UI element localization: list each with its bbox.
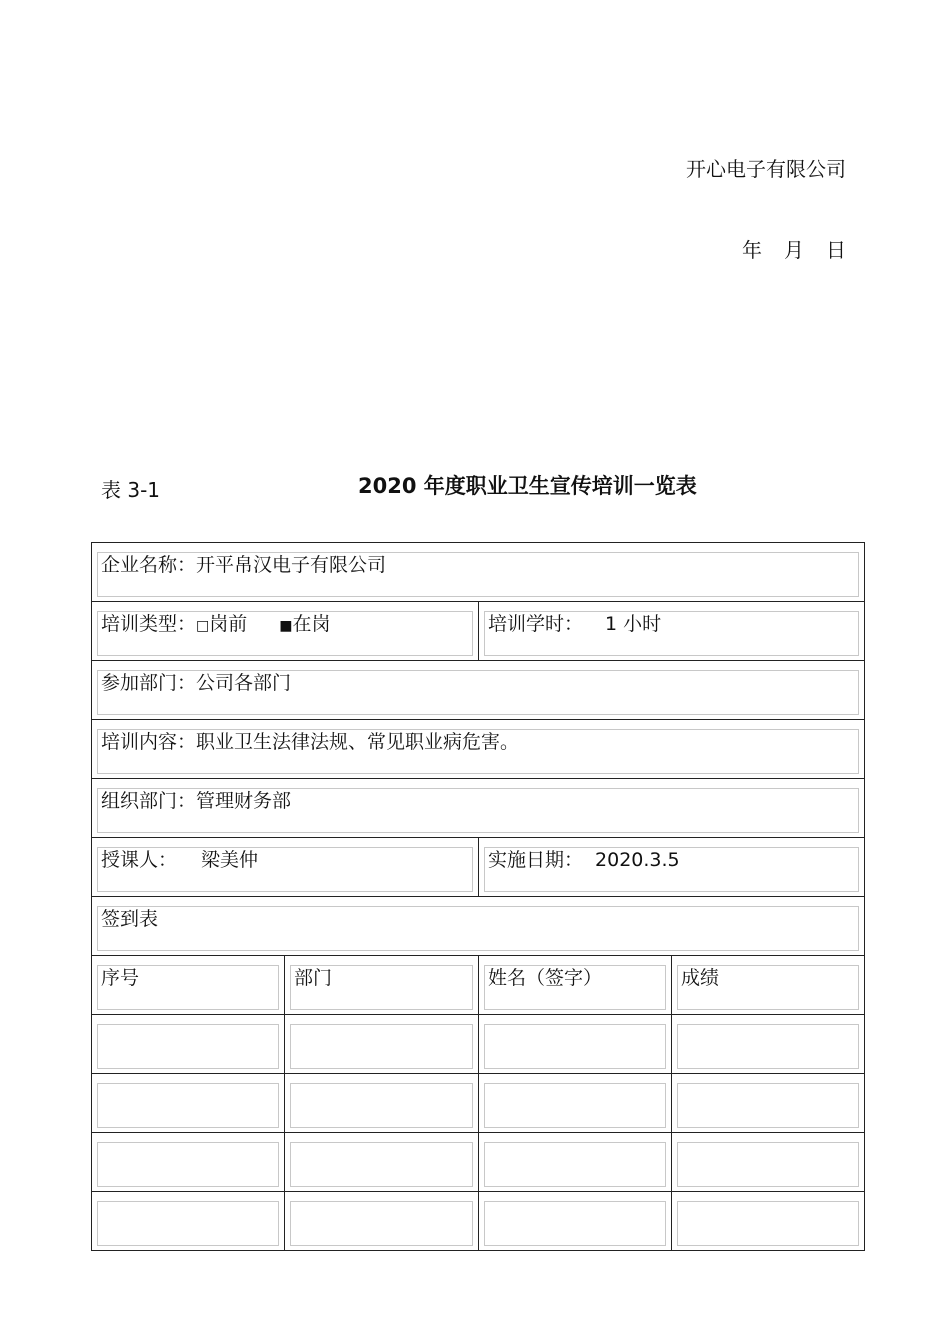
content-field[interactable] [97, 729, 859, 774]
column-header-index: 序号 [97, 965, 279, 1010]
column-header-signature: 姓名（签字） [484, 965, 666, 1010]
column-header-score: 成绩 [677, 965, 859, 1010]
on-job-checkbox[interactable]: ■ [279, 618, 293, 634]
index-cell[interactable] [97, 1142, 279, 1187]
index-cell[interactable] [97, 1083, 279, 1128]
signin-title: 签到表 [97, 906, 859, 951]
organizer-row [92, 779, 865, 838]
signature-cell[interactable] [484, 1083, 666, 1128]
department-cell[interactable] [290, 1142, 473, 1187]
training-form-table [91, 542, 865, 1251]
score-cell[interactable] [677, 1024, 859, 1069]
date-day: 日 [826, 238, 846, 262]
lecturer-label: 授课人： [101, 849, 178, 871]
score-cell[interactable] [677, 1083, 859, 1128]
content-row [92, 720, 865, 779]
lecturer-value: 梁美仲 [201, 849, 259, 871]
hours-label: 培训学时： [488, 613, 584, 635]
table-row [92, 1133, 865, 1192]
training-type-label: 培训类型： [101, 613, 197, 635]
pre-job-label: 岗前 [209, 613, 248, 635]
organizer-field[interactable] [97, 788, 859, 833]
lecturer-field[interactable] [97, 847, 473, 892]
hours-value: 1 小时 [605, 613, 662, 635]
date-month: 月 [784, 238, 804, 262]
table-number: 表 3-1 [101, 478, 161, 502]
content-label: 培训内容： [101, 731, 197, 753]
organizer-label: 组织部门： [101, 790, 197, 812]
organizer-value: 管理财务部 [196, 790, 292, 812]
training-type-field [97, 611, 473, 656]
signature-cell[interactable] [484, 1024, 666, 1069]
date-line [742, 234, 846, 263]
signin-header-row [92, 956, 865, 1015]
participants-row [92, 661, 865, 720]
hours-field[interactable] [484, 611, 859, 656]
company-name: 开心电子有限公司 [686, 157, 846, 181]
participants-field[interactable] [97, 670, 859, 715]
department-cell[interactable] [290, 1083, 473, 1128]
score-cell[interactable] [677, 1142, 859, 1187]
date-value: 2020.3.5 [595, 849, 680, 871]
participants-value: 公司各部门 [196, 672, 292, 694]
table-row [92, 1192, 865, 1251]
date-field[interactable] [484, 847, 859, 892]
content-value: 职业卫生法律法规、常见职业病危害。 [196, 731, 520, 753]
date-label: 实施日期： [488, 849, 584, 871]
column-header-department: 部门 [290, 965, 473, 1010]
signature-cell[interactable] [484, 1201, 666, 1246]
participants-label: 参加部门： [101, 672, 197, 694]
enterprise-value: 开平帛汉电子有限公司 [196, 554, 387, 576]
enterprise-label: 企业名称： [101, 554, 197, 576]
date-year: 年 [742, 238, 762, 262]
index-cell[interactable] [97, 1024, 279, 1069]
lecturer-row [92, 838, 865, 897]
on-job-label: 在岗 [292, 613, 331, 635]
table-row [92, 1015, 865, 1074]
score-cell[interactable] [677, 1201, 859, 1246]
signature-cell[interactable] [484, 1142, 666, 1187]
table-title: 2020 年度职业卫生宣传培训一览表 [358, 474, 697, 498]
training-type-row [92, 602, 865, 661]
pre-job-checkbox[interactable]: □ [196, 618, 210, 634]
enterprise-field[interactable] [97, 552, 859, 597]
index-cell[interactable] [97, 1201, 279, 1246]
enterprise-row [92, 543, 865, 602]
table-row [92, 1074, 865, 1133]
department-cell[interactable] [290, 1201, 473, 1246]
signin-title-row [92, 897, 865, 956]
department-cell[interactable] [290, 1024, 473, 1069]
